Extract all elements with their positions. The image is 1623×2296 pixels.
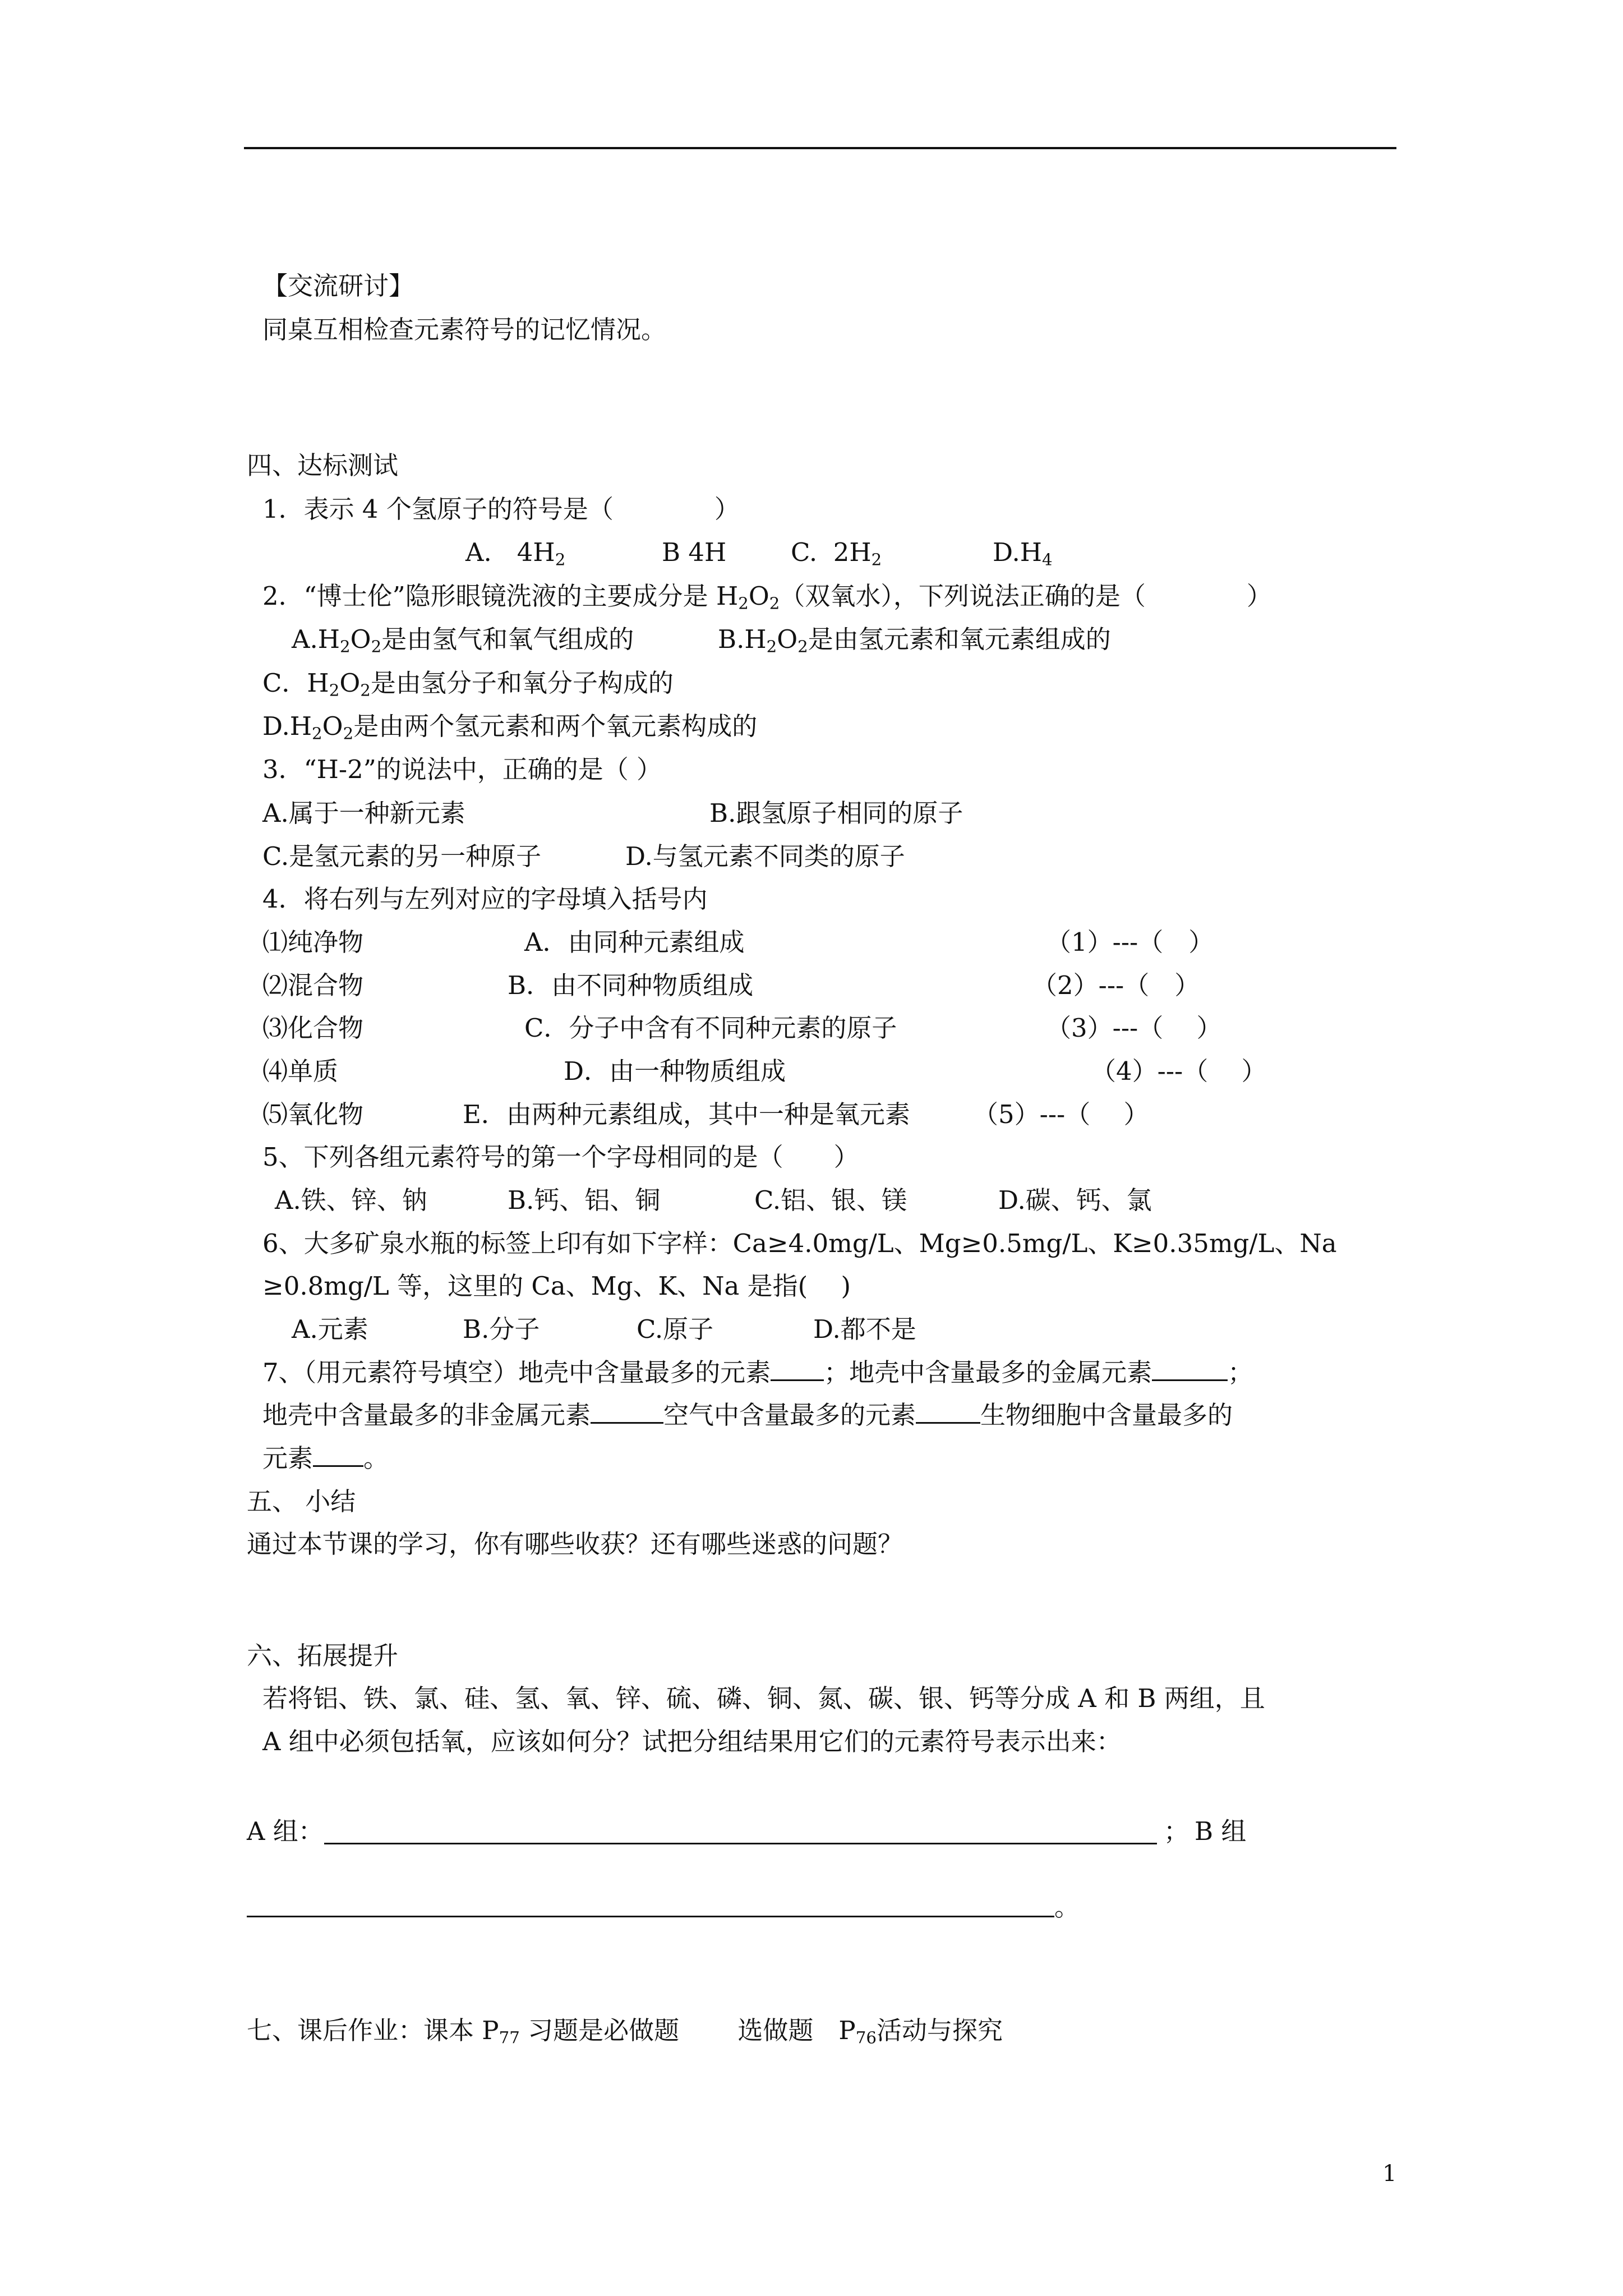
group-a-label: A 组： <box>247 1816 324 1846</box>
q4-row-mid: A．由同种元素组成 <box>524 927 745 957</box>
q4-row-right: （3）---（ ） <box>1046 1013 1222 1043</box>
q2-stem: 2．“博士伦”隐形眼镜洗液的主要成分是 $H_2O_2$（双氧水），下列说法正确的是（ ） <box>262 581 1272 613</box>
q4-row-mid: E．由两种元素组成，其中一种是氧元素 <box>463 1099 910 1129</box>
answer-blank[interactable] <box>591 1400 663 1424</box>
q6-line1: 6、大多矿泉水瓶的标签上印有如下字样：Ca≥4.0mg/L、Mg≥0.5mg/L、K≥0.35mg/L、Na <box>262 1228 1337 1258</box>
section5-text: 通过本节课的学习，你有哪些收获？还有哪些迷惑的问题？ <box>247 1529 903 1559</box>
q7-line1: 7、（用元素符号填空）地壳中含量最多的元素 ；地壳中含量最多的金属元素 ； <box>262 1358 1253 1387</box>
q5-option-a: A.铁、锌、钠 <box>275 1185 427 1215</box>
q4-row-right: （4）---（ ） <box>1091 1056 1267 1086</box>
q4-row-mid: C．分子中含有不同种元素的原子 <box>524 1013 897 1043</box>
q1-option-d: $D.H_4$ <box>993 537 1053 569</box>
group-end: 。 <box>1054 1892 1080 1922</box>
answer-blank[interactable] <box>771 1357 824 1381</box>
q6-line2: ≥0.8mg/L 等，这里的 Ca、Mg、K、Na 是指( ) <box>262 1271 851 1301</box>
q5-option-d: D.碳、钙、氯 <box>998 1185 1152 1215</box>
exchange-text: 同桌互相检查元素符号的记忆情况。 <box>262 315 667 344</box>
q2-option-c: C．$H_2O_2$是由氢分子和氧分子构成的 <box>262 668 674 700</box>
q4-row-left: ⑴纯净物 <box>262 927 364 957</box>
q7-line3: 元素 。 <box>262 1443 389 1473</box>
q1-stem: 1．表示 4 个氢原子的符号是（ ） <box>262 494 740 524</box>
answer-blank[interactable] <box>1152 1357 1228 1381</box>
q3-option-c: C.是氢元素的另一种原子 <box>262 841 542 871</box>
q4-row-left: ⑵混合物 <box>262 970 364 1000</box>
header-rule <box>244 147 1396 149</box>
q4-stem: 4．将右列与左列对应的字母填入括号内 <box>262 884 708 914</box>
q4-row-left: ⑸氧化物 <box>262 1099 364 1129</box>
q4-row-right: （5）---（ ） <box>973 1099 1149 1129</box>
group-semicolon: ； <box>1164 1816 1189 1846</box>
q4-row-left: ⑷单质 <box>262 1056 339 1086</box>
q4-row-left: ⑶化合物 <box>262 1013 364 1043</box>
q3-stem: 3．“H-2”的说法中，正确的是（ ） <box>262 754 662 784</box>
section6-line2: A 组中必须包括氧，应该如何分？试把分组结果用它们的元素符号表示出来： <box>262 1727 1122 1756</box>
q2-option-b: $B.H_2O_2$是由氢元素和氧元素组成的 <box>718 624 1111 656</box>
section6-title: 六、拓展提升 <box>247 1641 399 1671</box>
q2-options-ab <box>292 623 1111 656</box>
q2-option-a: $A.H_2O_2$是由氢气和氧气组成的 <box>292 624 634 656</box>
q3-option-d: D.与氢元素不同类的原子 <box>625 841 905 871</box>
q1-options <box>465 536 1053 569</box>
group-b-label: B 组 <box>1195 1816 1247 1846</box>
exchange-title: 【交流研讨】 <box>262 271 414 301</box>
group-a-answer-line[interactable] <box>324 1843 1157 1844</box>
q5-option-b: B.钙、铝、铜 <box>508 1185 661 1215</box>
q4-row-mid: B．由不同种物质组成 <box>508 970 754 1000</box>
q1-option-c: C. $2H_2$ <box>791 537 882 569</box>
section7-homework: 七、课后作业：课本 $P_{77}$ 习题是必做题 选做题 $P_{76}$活动与探究 <box>247 2016 1003 2047</box>
q4-row-mid: D．由一种物质组成 <box>564 1056 786 1086</box>
answer-blank[interactable] <box>313 1443 363 1467</box>
q4-row-right: （1）---（ ） <box>1046 927 1214 957</box>
answer-blank[interactable] <box>916 1400 980 1424</box>
section4-title: 四、达标测试 <box>247 450 399 480</box>
q3-option-a: A.属于一种新元素 <box>262 798 465 828</box>
q6-option-c: C.原子 <box>637 1314 714 1344</box>
q6-option-a: A.元素 <box>292 1314 368 1344</box>
q2-option-d: $D.H_2O_2$是由两个氢元素和两个氧元素构成的 <box>262 711 758 743</box>
section5-title: 五、 小结 <box>247 1487 356 1516</box>
q4-row-right: （2）---（ ） <box>1032 970 1200 1000</box>
q5-stem: 5、下列各组元素符号的第一个字母相同的是（ ） <box>262 1142 859 1172</box>
q1-option-b: B 4H <box>662 537 727 567</box>
page-number: 1 <box>1382 2161 1397 2187</box>
q6-option-b: B.分子 <box>463 1314 540 1344</box>
q5-option-c: C.铝、银、镁 <box>754 1185 907 1215</box>
q7-line2: 地壳中含量最多的非金属元素 空气中含量最多的元素 生物细胞中含量最多的 <box>262 1400 1233 1430</box>
q1-option-a: A. $4H_2$ <box>465 537 566 569</box>
q6-option-d: D.都不是 <box>813 1314 916 1344</box>
group-b-answer-line[interactable] <box>247 1916 1054 1917</box>
q3-option-b: B.跟氢原子相同的原子 <box>709 798 963 828</box>
section6-line1: 若将铝、铁、氯、硅、氢、氧、锌、硫、磷、铜、氮、碳、银、钙等分成 A 和 B 两组，且 <box>262 1683 1265 1713</box>
